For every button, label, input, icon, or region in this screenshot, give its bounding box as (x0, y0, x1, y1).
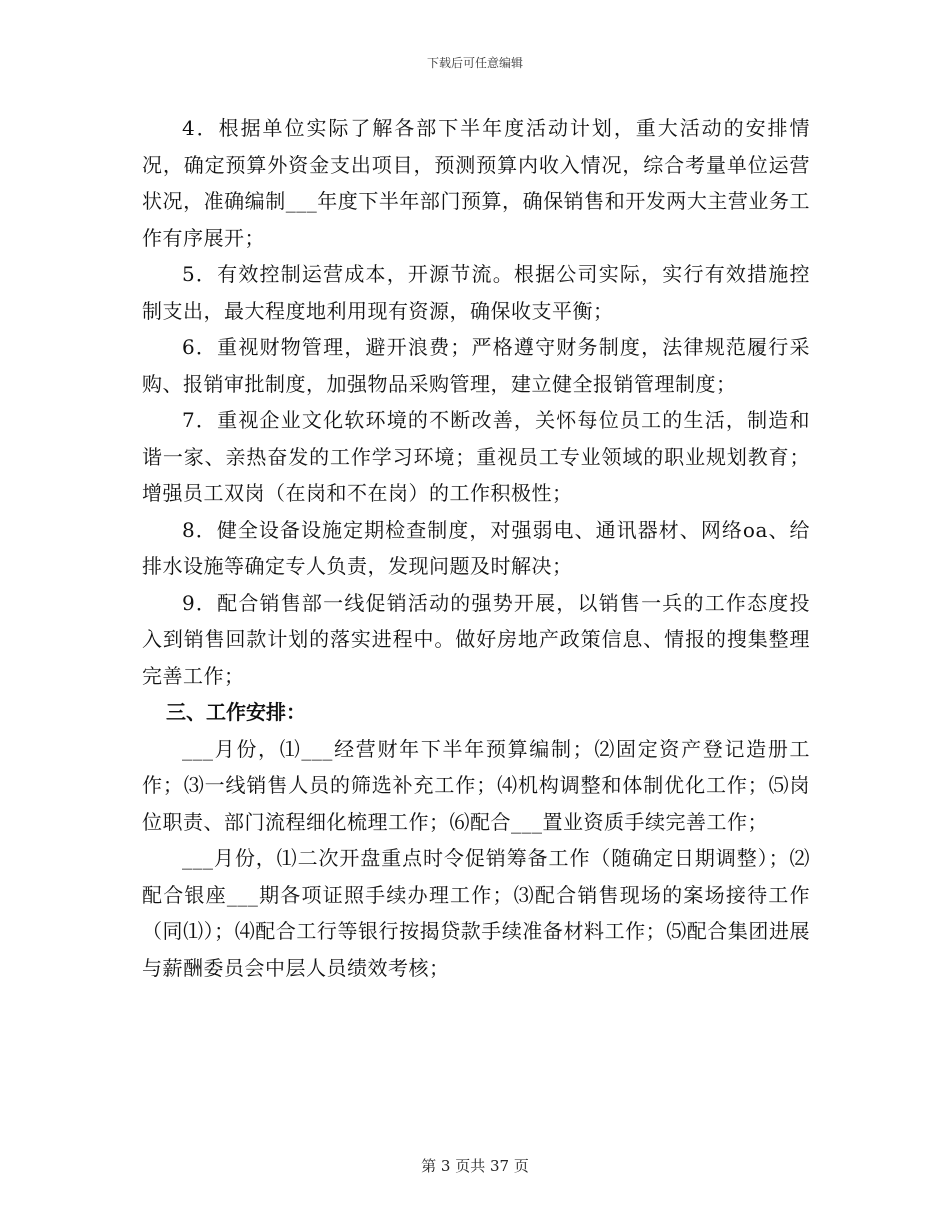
paragraph-item-9: 9．配合销售部一线促销活动的强势开展，以销售一兵的工作态度投入到销售回款计划的落实进程中。做好房地产政策信息、情报的搜集整理完善工作； (142, 590, 810, 688)
paragraph-item-5: 5．有效控制运营成本，开源节流。根据公司实际，实行有效措施控制支出，最大程度地利用现有资源，确保收支平衡； (142, 262, 810, 323)
page-header: 下载后可任意编辑 (426, 56, 523, 70)
paragraph-item-7: 7．重视企业文化软环境的不断改善，关怀每位员工的生活，制造和谐一家、亲热奋发的工作学习环境；重视员工专业领域的职业规划教育；增强员工双岗（在岗和不在岗）的工作积极性； (142, 408, 810, 505)
page-footer: 第 3 页共 37 页 (421, 1157, 529, 1175)
section-heading: 三、工作安排： (166, 700, 306, 724)
paragraph-item-4: 4．根据单位实际了解各部下半年度活动计划，重大活动的安排情况，确定预算外资金支出项目，预测预算内收入情况，综合考量单位运营状况，准确编制___年度下半年部门预算，确保销售和开发两大主营业务工作有序展开； (142, 116, 810, 250)
schedule-item-2: ___月份，⑴二次开盘重点时令促销筹备工作（随确定日期调整）；⑵配合银座___期各项证照手续办理工作；⑶配合销售现场的案场接待工作（同⑴）；⑷配合工行等银行按揭贷款手续准备材料工作；⑸配合集团进展与薪酬委员会中层人员绩效考核； (142, 846, 810, 980)
paragraph-item-6: 6．重视财物管理，避开浪费；严格遵守财务制度，法律规范履行采购、报销审批制度，加强物品采购管理，建立健全报销管理制度； (142, 335, 810, 396)
document-body (142, 110, 810, 986)
schedule-item-1: ___月份，⑴___经营财年下半年预算编制；⑵固定资产登记造册工作；⑶一线销售人员的筛选补充工作；⑷机构调整和体制优化工作；⑸岗位职责、部门流程细化梳理工作；⑹配合___置业资质手续完善工作； (142, 736, 810, 834)
paragraph-item-8: 8．健全设备设施定期检查制度，对强弱电、通讯器材、网络oa、给排水设施等确定专人负责，发现问题及时解决； (142, 517, 810, 578)
